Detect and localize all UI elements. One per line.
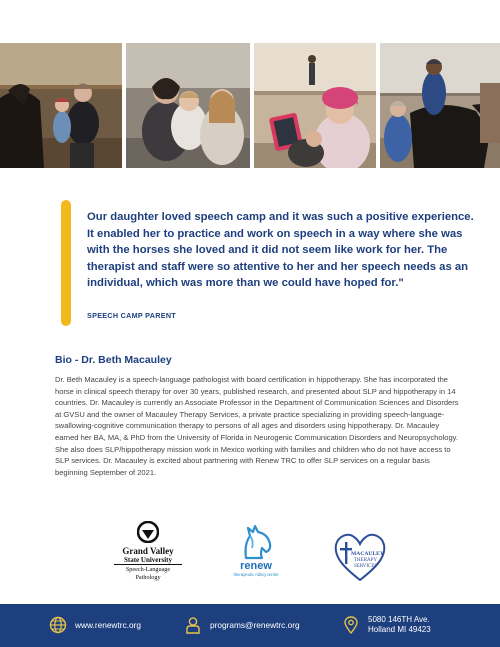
photo-hug	[126, 43, 250, 168]
macauley-line2: THERAPY	[354, 558, 378, 563]
photo-strip	[0, 43, 500, 168]
footer-address-line1: 5080 146TH Ave.	[368, 615, 430, 624]
footer-bar	[0, 604, 500, 647]
renew-subtitle: therapeutic riding center	[233, 572, 279, 577]
footer-website-text[interactable]: www.renewtrc.org	[75, 620, 141, 630]
gvsu-line1: Grand Valley	[122, 546, 174, 556]
heart-cross-icon	[332, 528, 388, 584]
person-icon	[184, 616, 202, 634]
bio-text: Dr. Beth Macauley is a speech-language pathologist with board certification in hippotherapy. She has incorporated the horse in clinical speech therapy for over 30 years, published research, and presented about SLP and hippotherapy in 14 countries. Dr. Macauley is currently an Associate Professor in the Department of Communication Sciences and Disorders at GVSU and the owner of Macauley Therapy Services, a private practice specializing in providing speech-language-swallowing-cognitive communication therapy to persons of all ages and disorders using hippotherapy. Dr. Macauley earned her BA, MA, & PhD from the University of Florida in Neurogenic Communication Disorders and Neuropsychology. She also does SLP/hippotherapy mission work in Mexico working with families and children who do not have access to SLP services. Dr. Macauley is excited about partnering with Renew TRC to offer SLP services on a regular basis beginning September of 2021.	[55, 375, 459, 477]
renew-wordmark: renew	[240, 560, 272, 572]
footer-address-line2: Holland MI 49423	[368, 625, 431, 634]
photo-tablet-therapy	[254, 43, 376, 168]
photo-rider-with-helpers	[0, 43, 122, 168]
gvsu-line2: State University	[114, 556, 182, 565]
footer-website[interactable]	[49, 616, 141, 634]
photo-arena-ride	[380, 43, 500, 168]
gvsu-slp-logo	[108, 521, 188, 583]
globe-icon	[49, 616, 67, 634]
bio-title: Bio - Dr. Beth Macauley	[55, 354, 172, 366]
map-pin-icon	[342, 616, 360, 634]
macauley-therapy-logo	[332, 528, 388, 584]
footer-address	[342, 615, 431, 635]
footer-address-text	[368, 615, 431, 635]
horse-head-icon	[236, 522, 276, 560]
renew-logo	[224, 522, 288, 584]
footer-email[interactable]	[184, 616, 300, 634]
gvsu-line3b: Pathology	[135, 573, 161, 581]
gvsu-line3a: Speech-Language	[125, 566, 171, 573]
footer-email-text[interactable]: programs@renewtrc.org	[210, 620, 300, 630]
quote-accent-bar	[61, 200, 71, 326]
macauley-line3: SERVICES	[354, 564, 378, 569]
gvsu-emblem-icon	[137, 521, 159, 543]
macauley-line1: MACAULEY	[351, 551, 384, 557]
testimonial-quote: Our daughter loved speech camp and it was such a positive experience. It enabled her to practice and work on speech in a way where she was with the horses she loved and it did not seem like work for her. The therapist and staff were so attentive to her and her speech needs as an individual, which was more than we could have hoped for."	[87, 211, 474, 290]
testimonial-attribution: SPEECH CAMP PARENT	[87, 311, 176, 320]
